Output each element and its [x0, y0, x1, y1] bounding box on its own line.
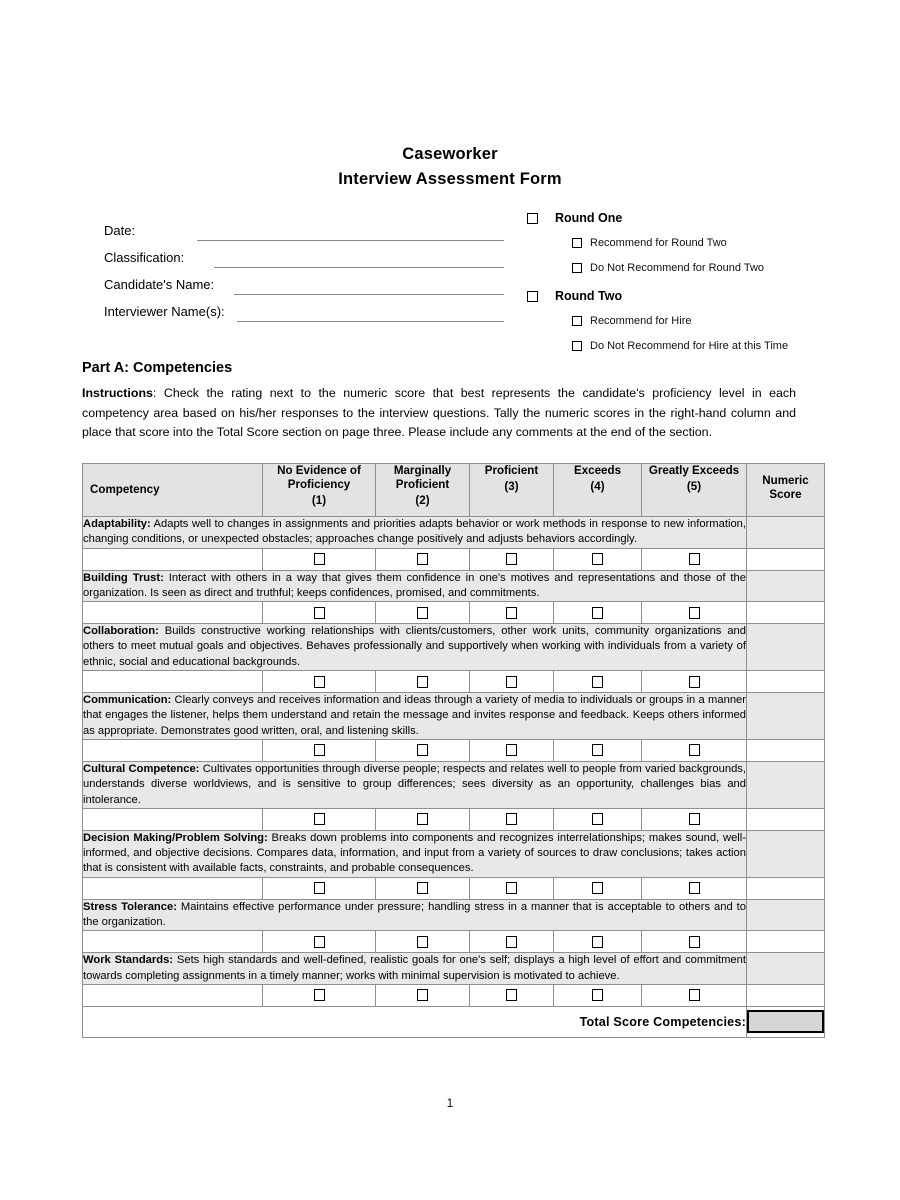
date-label: Date: [104, 223, 136, 238]
candidate-name-label: Candidate's Name: [104, 277, 215, 292]
rating-cell-3[interactable] [470, 548, 554, 570]
rating-cell-1[interactable] [263, 548, 376, 570]
competency-assessment-table [82, 463, 825, 1038]
field-row-date [104, 214, 504, 241]
table-body [83, 517, 825, 1038]
part-a-heading: Part A: Competencies [82, 360, 233, 376]
checkbox-rating-2[interactable] [417, 936, 428, 948]
rating-cell-5[interactable] [642, 877, 747, 899]
numeric-score-cell[interactable] [747, 761, 825, 808]
round-one-row[interactable] [527, 206, 857, 230]
header-numeric-score: Numeric Score [747, 464, 825, 517]
classification-label: Classification: [104, 250, 185, 265]
field-row-candidate-name [104, 268, 504, 295]
rating-cell-1[interactable] [263, 984, 376, 1006]
checkbox-rating-1[interactable] [314, 676, 325, 688]
checkbox-rating-3[interactable] [506, 607, 517, 619]
header-rating-4 [554, 464, 642, 517]
competency-description-cell [83, 953, 747, 985]
checkbox-round-one[interactable] [527, 213, 538, 224]
competency-description: Clearly conveys and receives information and ideas through a variety of media to individuals or groups in a manner that engages the listener, helps them understand and retain the message and invites response and feedback. Keeps others informed as appropriate. Demonstrates good written, oral, and listening skills. [83, 694, 746, 737]
checkbox-rating-5[interactable] [689, 744, 700, 756]
numeric-score-cell[interactable] [747, 624, 825, 671]
total-score-cell[interactable] [747, 1006, 825, 1037]
rating-checkbox-row [83, 984, 825, 1006]
rating-cell-4[interactable] [554, 602, 642, 624]
competency-description-cell [83, 624, 747, 671]
page-title [0, 142, 900, 192]
round-one-option-recommend[interactable] [572, 230, 857, 255]
checkbox-rating-1[interactable] [314, 989, 325, 1001]
checkbox-rating-5[interactable] [689, 607, 700, 619]
competency-row [83, 624, 825, 671]
competency-name: Building Trust: [83, 571, 164, 584]
header-rating-4-number: (4) [590, 480, 605, 493]
checkbox-rating-2[interactable] [417, 813, 428, 825]
page-number: 1 [446, 1098, 454, 1110]
competency-row [83, 517, 825, 549]
rating-checkbox-row [83, 808, 825, 830]
checkbox-do-not-recommend-for-hire[interactable] [572, 341, 582, 351]
round-two-row[interactable] [527, 284, 857, 308]
competency-description-cell [83, 830, 747, 877]
rating-cell-3[interactable] [470, 602, 554, 624]
rating-row-score-spacer [747, 548, 825, 570]
competency-description-cell [83, 517, 747, 549]
rating-cell-5[interactable] [642, 602, 747, 624]
checkbox-rating-4[interactable] [592, 744, 603, 756]
rating-cell-1[interactable] [263, 602, 376, 624]
rating-cell-5[interactable] [642, 984, 747, 1006]
rating-cell-4[interactable] [554, 984, 642, 1006]
rating-checkbox-row [83, 671, 825, 693]
header-rating-3-text: Proficient [484, 464, 539, 477]
header-rating-1 [263, 464, 376, 517]
round-one-group [527, 206, 857, 280]
recommend-for-hire-label: Recommend for Hire [590, 314, 692, 327]
round-one-option-do-not-recommend[interactable] [572, 255, 857, 280]
checkbox-do-not-recommend-round-two[interactable] [572, 263, 582, 273]
checkbox-rating-5[interactable] [689, 989, 700, 1001]
checkbox-rating-5[interactable] [689, 882, 700, 894]
competency-description: Adapts well to changes in assignments and priorities adapts behavior or work methods in response to new information, changing conditions, or unexpected obstacles; approaches change positively and adjusts behaviors accordingly. [83, 518, 746, 546]
rating-row-score-spacer [747, 984, 825, 1006]
header-rating-5-text: Greatly Exceeds [648, 464, 740, 477]
rating-cell-5[interactable] [642, 671, 747, 693]
checkbox-rating-2[interactable] [417, 882, 428, 894]
rating-cell-4[interactable] [554, 808, 642, 830]
checkbox-rating-1[interactable] [314, 936, 325, 948]
round-two-option-do-not-recommend-hire[interactable] [572, 333, 857, 358]
competency-description: Maintains effective performance under pressure; handling stress in a manner that is acceptable to others and to the organization. [83, 900, 746, 929]
rating-cell-4[interactable] [554, 548, 642, 570]
total-score-row [83, 1006, 825, 1037]
checkbox-rating-5[interactable] [689, 936, 700, 948]
rating-checkbox-row [83, 548, 825, 570]
field-row-interviewer-names [104, 295, 504, 322]
checkbox-rating-4[interactable] [592, 989, 603, 1001]
competency-description-cell [83, 899, 747, 931]
instructions-paragraph [82, 384, 796, 443]
rating-cell-2[interactable] [376, 602, 470, 624]
competency-description: Interact with others in a way that gives them confidence in one's motives and representations and those of the organization. Is seen as direct and truthful; keeps confidences, promised, and commitments. [83, 571, 746, 599]
rating-cell-2[interactable] [376, 739, 470, 761]
rating-cell-1[interactable] [263, 877, 376, 899]
competency-row [83, 693, 825, 740]
numeric-score-cell[interactable] [747, 517, 825, 549]
rating-cell-1[interactable] [263, 671, 376, 693]
rating-cell-4[interactable] [554, 931, 642, 953]
checkbox-rating-2[interactable] [417, 553, 428, 565]
rating-cell-1[interactable] [263, 739, 376, 761]
recommend-round-two-label: Recommend for Round Two [590, 236, 727, 249]
checkbox-rating-4[interactable] [592, 882, 603, 894]
rating-cell-2[interactable] [376, 931, 470, 953]
checkbox-rating-3[interactable] [506, 813, 517, 825]
rating-cell-5[interactable] [642, 739, 747, 761]
competency-description-cell [83, 761, 747, 808]
checkbox-rating-4[interactable] [592, 607, 603, 619]
rating-cell-3[interactable] [470, 739, 554, 761]
total-score-value[interactable] [747, 1010, 824, 1033]
competency-description-cell [83, 570, 747, 602]
rating-row-spacer [83, 671, 263, 693]
rating-cell-2[interactable] [376, 548, 470, 570]
rating-cell-3[interactable] [470, 931, 554, 953]
numeric-score-cell[interactable] [747, 693, 825, 740]
rating-checkbox-row [83, 877, 825, 899]
numeric-score-cell[interactable] [747, 953, 825, 985]
checkbox-rating-1[interactable] [314, 553, 325, 565]
checkbox-rating-1[interactable] [314, 813, 325, 825]
competency-row [83, 953, 825, 985]
checkbox-rating-3[interactable] [506, 989, 517, 1001]
rating-cell-4[interactable] [554, 877, 642, 899]
rating-row-score-spacer [747, 877, 825, 899]
round-one-label: Round One [555, 211, 623, 225]
title-line-1: Caseworker [402, 145, 498, 163]
checkbox-rating-3[interactable] [506, 744, 517, 756]
competency-name: Adaptability: [83, 518, 151, 530]
rating-cell-3[interactable] [470, 671, 554, 693]
competency-assessment-table-wrap [82, 463, 824, 1038]
round-two-group [527, 284, 857, 358]
header-rating-1-text: No Evidence of Proficiency [277, 464, 361, 491]
table-header [83, 464, 825, 517]
header-rating-3-number: (3) [504, 480, 519, 493]
interviewer-names-label: Interviewer Name(s): [104, 304, 225, 319]
do-not-recommend-for-hire-label: Do Not Recommend for Hire at this Time [590, 339, 789, 352]
numeric-score-cell[interactable] [747, 899, 825, 931]
checkbox-rating-5[interactable] [689, 553, 700, 565]
title-line-2: Interview Assessment Form [338, 170, 562, 188]
rating-cell-2[interactable] [376, 808, 470, 830]
rating-row-score-spacer [747, 931, 825, 953]
rating-cell-1[interactable] [263, 808, 376, 830]
field-row-classification [104, 241, 504, 268]
do-not-recommend-round-two-label: Do Not Recommend for Round Two [590, 261, 765, 274]
rating-cell-4[interactable] [554, 671, 642, 693]
rating-row-score-spacer [747, 602, 825, 624]
header-rating-2-text: Marginally Proficient [393, 464, 452, 491]
rating-row-spacer [83, 548, 263, 570]
rating-checkbox-row [83, 602, 825, 624]
classification-input[interactable] [214, 251, 504, 268]
checkbox-rating-5[interactable] [689, 676, 700, 688]
competency-name: Cultural Competence: [83, 762, 200, 775]
competency-name: Communication: [83, 694, 172, 707]
instructions-text: : Check the rating next to the numeric score that best represents the candidate's proficiency level in each competency area based on his/her responses to the interview questions. Tally the numeric scores in the right-hand column and place that score into the Total Score section on page three. Please include any comments at the end of the section. [82, 386, 796, 439]
checkbox-rating-2[interactable] [417, 989, 428, 1001]
competency-name: Stress Tolerance: [83, 900, 177, 913]
rating-cell-1[interactable] [263, 931, 376, 953]
rating-row-score-spacer [747, 808, 825, 830]
competency-description: Sets high standards and well-defined, realistic goals for one's self; displays a high level of effort and commitment towards completing assignments in a timely manner; works with minimal supervision is motivated to achieve. [83, 954, 746, 982]
competency-description: Breaks down problems into components and recognizes interrelationships; makes sound, well-informed, and objective decisions. Compares data, information, and input from a variety of sources to draw conclusions; takes action that is consistent with available facts, constraints, and probable consequences. [83, 831, 746, 875]
competency-description-cell [83, 693, 747, 740]
rating-cell-2[interactable] [376, 984, 470, 1006]
candidate-name-input[interactable] [234, 278, 504, 295]
rating-cell-2[interactable] [376, 877, 470, 899]
checkbox-rating-1[interactable] [314, 744, 325, 756]
checkbox-rating-4[interactable] [592, 813, 603, 825]
competency-row [83, 570, 825, 602]
competency-row [83, 830, 825, 877]
numeric-score-cell[interactable] [747, 570, 825, 602]
rating-cell-3[interactable] [470, 877, 554, 899]
competency-row [83, 761, 825, 808]
header-rating-5 [642, 464, 747, 517]
header-rating-3 [470, 464, 554, 517]
competency-row [83, 899, 825, 931]
round-two-label: Round Two [555, 289, 623, 303]
rating-cell-5[interactable] [642, 808, 747, 830]
total-score-label: Total Score Competencies: [83, 1006, 747, 1037]
checkbox-rating-5[interactable] [689, 813, 700, 825]
competency-name: Decision Making/Problem Solving: [83, 831, 268, 844]
header-rating-5-number: (5) [686, 480, 702, 493]
header-competency: Competency [83, 464, 263, 517]
competency-name: Work Standards: [83, 954, 174, 967]
rating-row-spacer [83, 931, 263, 953]
numeric-score-cell[interactable] [747, 830, 825, 877]
checkbox-rating-2[interactable] [417, 676, 428, 688]
instructions-label: Instructions [82, 386, 153, 400]
competency-description: Builds constructive working relationships with clients/customers, other work units, community organizations and others to meet mutual goals and objectives. Behaves professionally and supportively when working with individuals from a variety of ethnic, social and educational backgrounds. [83, 625, 746, 668]
checkbox-recommend-round-two[interactable] [572, 238, 582, 248]
rating-cell-3[interactable] [470, 808, 554, 830]
table-header-row [83, 464, 825, 517]
rating-row-score-spacer [747, 671, 825, 693]
date-input[interactable] [197, 224, 504, 241]
rating-cell-4[interactable] [554, 739, 642, 761]
rating-cell-5[interactable] [642, 931, 747, 953]
header-rating-4-text: Exceeds [573, 464, 622, 477]
rating-cell-3[interactable] [470, 984, 554, 1006]
checkbox-rating-4[interactable] [592, 936, 603, 948]
rating-row-spacer [83, 602, 263, 624]
interviewer-names-input[interactable] [237, 305, 504, 322]
checkbox-rating-3[interactable] [506, 936, 517, 948]
checkbox-rating-2[interactable] [417, 744, 428, 756]
checkbox-rating-1[interactable] [314, 607, 325, 619]
checkbox-rating-2[interactable] [417, 607, 428, 619]
rating-row-spacer [83, 877, 263, 899]
checkbox-rating-1[interactable] [314, 882, 325, 894]
checkbox-rating-3[interactable] [506, 882, 517, 894]
rating-checkbox-row [83, 931, 825, 953]
checkbox-rating-3[interactable] [506, 676, 517, 688]
competency-name: Collaboration: [83, 625, 159, 638]
rating-row-spacer [83, 739, 263, 761]
rating-row-spacer [83, 984, 263, 1006]
checkbox-rating-4[interactable] [592, 553, 603, 565]
checkbox-rating-4[interactable] [592, 676, 603, 688]
header-rating-2 [376, 464, 470, 517]
checkbox-recommend-for-hire[interactable] [572, 316, 582, 326]
candidate-info-fields [104, 214, 504, 322]
checkbox-rating-3[interactable] [506, 553, 517, 565]
rating-row-spacer [83, 808, 263, 830]
recommendation-checkbox-group [527, 206, 857, 362]
rating-checkbox-row [83, 739, 825, 761]
header-rating-2-number: (2) [415, 494, 430, 507]
checkbox-round-two[interactable] [527, 291, 538, 302]
rating-cell-5[interactable] [642, 548, 747, 570]
round-two-option-recommend-hire[interactable] [572, 308, 857, 333]
header-rating-1-number: (1) [311, 494, 327, 507]
rating-row-score-spacer [747, 739, 825, 761]
competency-description: Cultivates opportunities through diverse people; respects and relates well to people from varied backgrounds, understands diverse worldviews, and is sensitive to group differences; sees diversity as an opportunity, challenges bias and intolerance. [83, 762, 746, 806]
rating-cell-2[interactable] [376, 671, 470, 693]
